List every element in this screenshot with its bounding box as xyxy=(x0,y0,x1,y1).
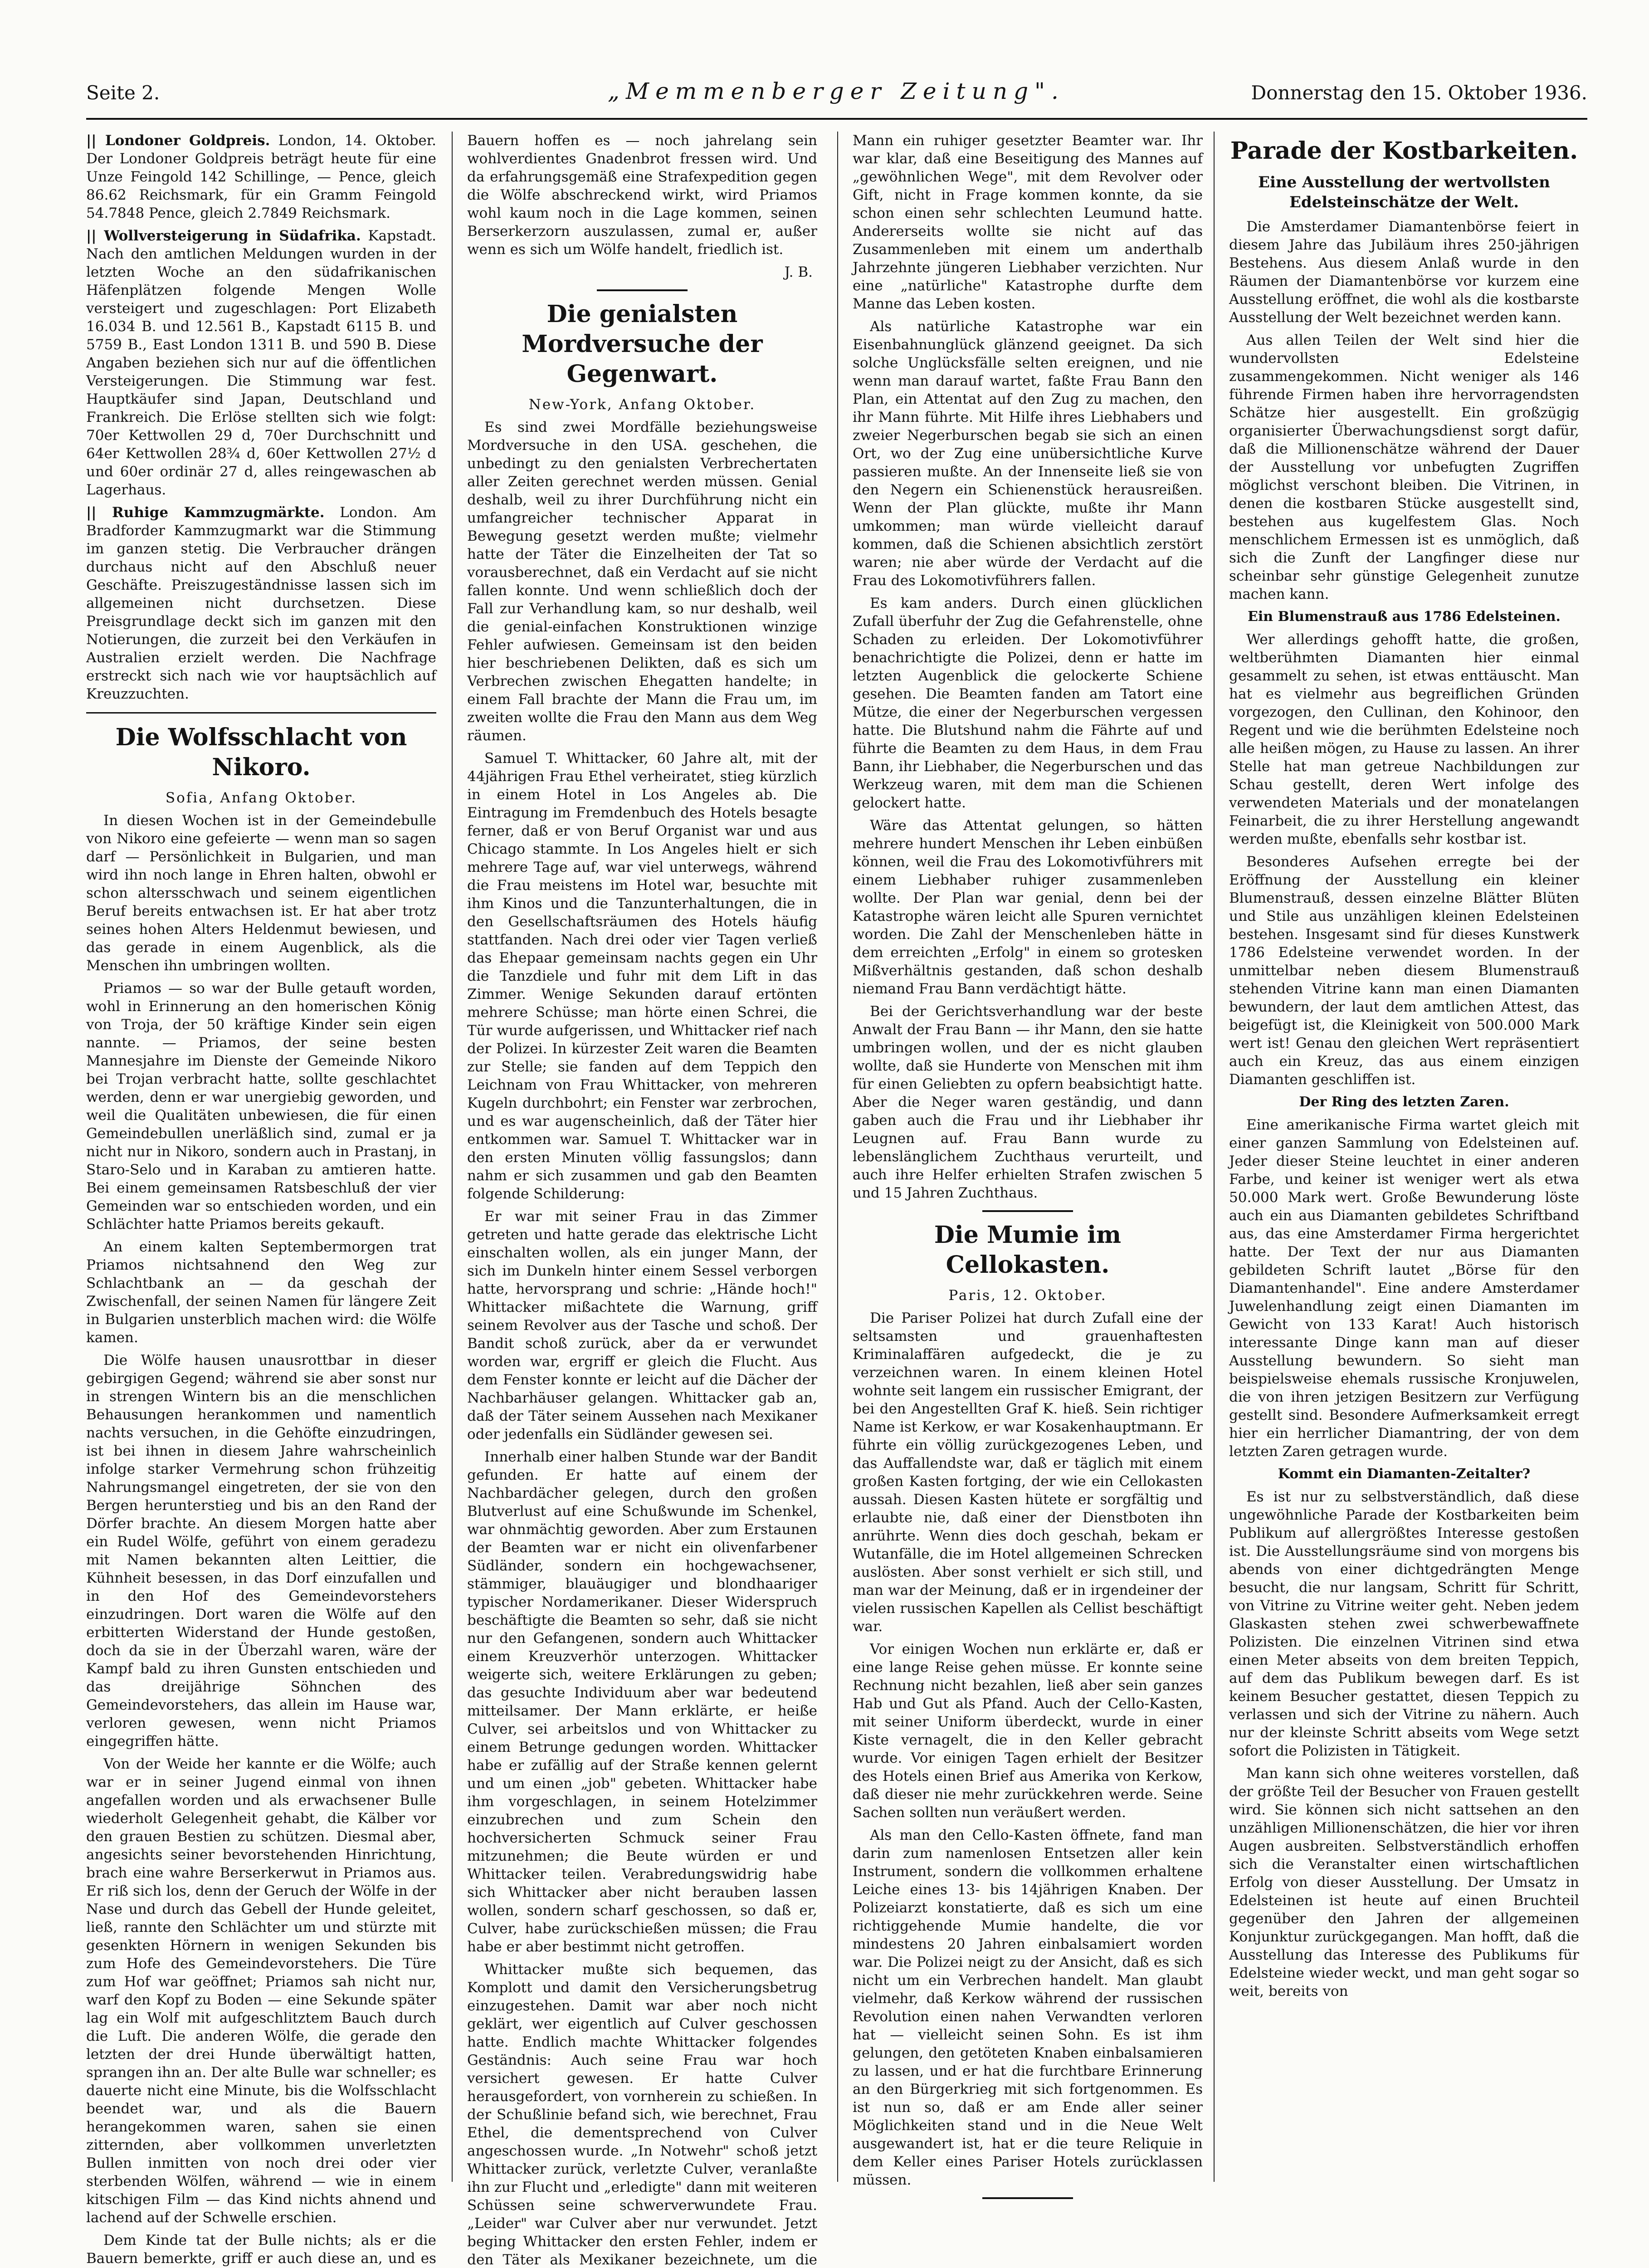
newspaper-page xyxy=(86,73,1587,2268)
article-paragraph: Eine amerikanische Firma wartet gleich mit einer ganzen Sammlung von Edelsteinen auf. Jeder dieser Steine leuchtet in einer anderen Farbe, und keiner ist weniger wert als etwa 50.000 Mark wert. Große Bewunderung löste auch ein aus Diamanten gebildetes Schriftband aus, das eine Amsterdamer Firma hergerichtet hatte. Der Text der nur aus Diamanten gebildeten Schrift lautet „Börse für den Diamantenhandel". Eine andere Amsterdamer Juwelenhandlung zeigt einen Diamanten im Gewicht von 133 Karat! Auch historisch interessante Dinge kann man auf dieser Ausstellung bewundern. So sieht man beispielsweise ehemals russische Kronjuwelen, die von ihren jetzigen Besitzern zur Verfügung gestellt sind. Besondere Aufmerksamkeit erregt hier ein herrlicher Diamantring, der von dem letzten Zaren getragen wurde. xyxy=(1229,1117,1579,1460)
article-paragraph: Die Pariser Polizei hat durch Zufall eine der seltsamsten und grauenhaftesten Kriminalaffären aufgedeckt, die je zu verzeichnen waren. In einem kleinen Hotel wohnte seit langem ein russischer Emigrant, der bei den Angestellten Graf K. hieß. Sein richtiger Name ist Kerkow, er war Kosakenhauptmann. Er führte ein völlig zurückgezogenes Leben, und das Auffallendste war, daß er täglich mit einem großen Kasten fortging, der wie ein Cellokasten aussah. Diesen Kasten hütete er sorgfältig und erlaubte nie, daß einer der Dienstboten ihn anrührte. Wenn dies doch geschah, bekam er Wutanfälle, die im Hotel allgemeinen Schrecken auslösten. Aber sonst verhielt er sich still, und man war der Meinung, daß er in irgendeiner der vielen russischen Kapellen als Cellist beschäftigt war. xyxy=(853,1310,1203,1635)
article-paragraph: Die Wölfe hausen unausrottbar in dieser gebirgigen Gegend; während sie aber sonst nur in strengen Wintern bis an die menschlichen Behausungen herankommen und namentlich nachts versuchen, in die Gehöfte einzudringen, ist bei ihnen in diesem Jahre wahrscheinlich infolge starker Vermehrung schon frühzeitig Nahrungsmangel eingetreten, der sie von den Bergen herunterstieg und bis an den Rand der Dörfer brachte. An diesem Morgen hatte aber ein Rudel Wölfe, geführt von einem geradezu mit Namen bekannten alten Leittier, die Kühnheit besessen, in das Dorf einzufallen und in den Hof des Gemeindevorstehers einzudringen. Dort waren die Wölfe auf den erbitterten Widerstand der Hunde gestoßen, doch da sie in der Überzahl waren, wäre der Kampf bald zu ihren Gunsten entschieden und das dreijährige Söhnchen des Gemeindevorstehers, das allein im Hause war, verloren gewesen, wenn nicht Priamos eingegriffen hätte. xyxy=(86,1352,436,1750)
article-paragraph: Von der Weide her kannte er die Wölfe; auch war er in seiner Jugend einmal von ihnen angefallen worden und als erwachsener Bulle wiederholt Gelegenheit gehabt, die Kälber vor den grauen Bestien zu schützen. Diesmal aber, angesichts seiner bevorstehenden Hinrichtung, brach eine wahre Berserkerwut in Priamos aus. Er riß sich los, denn der Geruch der Wölfe in der Nase und durch das Gebell der Hunde geleitet, ließ, rannte den Schlächter um und stürzte mit gesenkten Hörnern in wenigen Sekunden bis zum Hofe des Gemeindevorstehers. Die Türe zum Hof war geöffnet; Priamos sah nicht nur, warf den Kopf zu Boden — eine Sekunde später lag ein Wolf mit aufgeschlitztem Bauch durch die Luft. Die anderen Wölfe, die gerade den letzten der drei Hunde überwältigt hatten, sprangen ihn an. Der alte Bulle war schneller; es dauerte nicht eine Minute, bis die Wolfsschlacht beendet war, und als die Bauern herangekommen waren, sahen sie einen zitternden, aber vollkommen unverletzten Bullen inmitten von noch drei oder vier sterbenden Wölfen, während — wie in einem kitschigen Film — das Kind nichts ahnend und lachend auf der Schwelle erschien. xyxy=(86,1756,436,2226)
article-paragraph: Vor einigen Wochen nun erklärte er, daß er eine lange Reise gehen müsse. Er konnte seine Rechnung nicht bezahlen, ließ aber sein ganzes Hab und Gut als Pfand. Auch der Cello-Kasten, mit seiner Uniform überdeckt, wurde in einer Kiste vernagelt, die in den Keller gebracht wurde. Vor einigen Tagen erhielt der Besitzer des Hotels einen Brief aus Amerika von Kerkow, daß dieser nie mehr zurückkehren werde. Seine Sachen sollten nun veräußert werden. xyxy=(853,1641,1203,1821)
section-heading: Kommt ein Diamanten-Zeitalter? xyxy=(1278,1466,1531,1482)
masthead-rule xyxy=(86,118,1587,120)
article-paragraph: Whittacker mußte sich bequemen, das Komplott und damit den Versicherungsbetrug einzugestehen. Damit war aber noch nicht geklärt, wer eigentlich auf Culver geschossen hatte. Endlich machte Whittacker folgendes Geständnis: Auch seine Frau war hoch versichert gewesen. Er hatte Culver herausgefordert, von vornherein zu schießen. In der Schußlinie befand sich, wie berechnet, Frau Ethel, die dementsprechend von Culver angeschossen wurde. „In Notwehr" schoß jetzt Whittacker zurück, verletzte Culver, veranlaßte ihn zur Flucht und „erledigte" dann mit weiteren Schüssen seine schwerverwundete Frau. „Leider" war Culver aber nur verwundet. Jetzt beging Whittacker den ersten Fehler, indem er den Täter als Mexikaner bezeichnete, um die xyxy=(467,1961,817,2268)
article-continuation: Bauern hoffen es — noch jahrelang sein wohlverdientes Gnadenbrot fressen wird. Und da erfahrungsgemäß eine Strafexpedition gegen die Wölfe abschreckend wirkt, wird Priamos wohl kaum noch in die Lage kommen, seinen Berserkerzorn auszulassen, zumal er, außer wenn es sich um Wölfe handelt, friedlich ist. xyxy=(467,132,817,258)
article-paragraph: Innerhalb einer halben Stunde war der Bandit gefunden. Er hatte auf einem der Nachbardächer gelegen, durch den großen Blutverlust auf eine Schußwunde im Schenkel, war ohnmächtig geworden. Aber zum Erstaunen der Beamten war er nicht ein olivenfarbener Südländer, sondern ein hochgewachsener, stämmiger, blauäugiger und blondhaariger typischer Nordamerikaner. Dieser Widerspruch beschäftigte die Beamten so sehr, daß sie nicht nur den Gefangenen, sondern auch Whittacker einem Kreuzverhör unterzogen. Whittacker weigerte sich, weitere Erklärungen zu geben; das gesuchte Individuum aber war bedeutend mitteilsamer. Der Mann erklärte, er heiße Culver, sei arbeitslos und von Whittacker zu einem Betrunge gedungen worden. Whittacker habe er zufällig auf der Straße kennen gelernt und um einen „job" gebeten. Whittacker habe ihm vorgeschlagen, in seinem Hotelzimmer einzubrechen und zum Schein den hochversicherten Schmuck seiner Frau mitzunehmen; die Beute würden er und Whittacker teilen. Verabredungswidrig habe sich Whittacker aber nicht berauben lassen wollen, sondern scharf geschossen, so daß er, Culver, habe zurückschießen müssen; die Frau habe er aber bestimmt nicht getroffen. xyxy=(467,1449,817,1955)
masthead xyxy=(86,73,1587,122)
column-divider xyxy=(1214,132,1215,2182)
section-heading: Der Ring des letzten Zaren. xyxy=(1299,1094,1509,1110)
article-paragraph: Aus allen Teilen der Welt sind hier die wundervollsten Edelsteine zusammengekommen. Nicht weniger als 146 führende Firmen haben ihre hervorragendsten Schätze hier ausgestellt. Ein großzügig organisierter Überwachungsdienst sorgt dafür, daß die Millionenschätze während der Dauer der Ausstellung vor unbefugten Zugriffen möglichst verschont bleiben. Die Vitrinen, in denen die kostbaren Stücke ausgestellt sind, bestehen aus kugelfestem Glas. Noch menschlichem Ermessen ist es unmöglich, daß sich die Zunft der Langfinger diese nur scheinbar sehr günstige Gelegenheit zunutze machen kann. xyxy=(1229,332,1579,602)
article-headline: Parade der Kostbarkeiten. xyxy=(1230,137,1578,165)
article-paragraph: Bei der Gerichtsverhandlung war der beste Anwalt der Frau Bann — ihr Mann, den sie hatte umbringen wollen, und der es nicht glauben wollte, daß sie Hunderte von Menschen mit ihm für einen Geliebten zu opfern beabsichtigt hatte. Aber die Neger waren geständig, und dann gaben auch die Frau und ihr Liebhaber ihr Leugnen auf. Frau Bann wurde zu lebenslänglichem Zuchthaus verurteilt, und auch ihre Helfer erhielten Strafen zwischen 5 und 15 Jahren Zuchthaus. xyxy=(853,1003,1203,1201)
issue-date: Donnerstag den 15. Oktober 1936. xyxy=(1251,82,1587,104)
article-paragraph: Priamos — so war der Bulle getauft worden, wohl in Erinnerung an den homerischen König von Troja, der 50 kräftige Kinder sein eigen nannte. — Priamos, der seine besten Mannesjahre im Dienste der Gemeinde Nikoro bei Trojan verbracht hatte, sollte geschlachtet werden, denn er war unergiebig geworden, und weil die Qualitäten unbewiesen, die für einen Gemeindebullen unerläßlich sind, zumal er ja nicht nur in Nikoro, sondern auch in Prastanj, in Staro-Selo und in Karaban zu amtieren hatte. Bei einem gemeinsamen Ratsbeschluß der vier Gemeinden war so entschieden worden, und ein Schlächter hatte Priamos bereits gekauft. xyxy=(86,980,436,1232)
article-signature: J. B. xyxy=(784,264,813,280)
section-rule xyxy=(86,712,436,714)
column-divider xyxy=(452,132,453,2182)
article-dateline: Paris, 12. Oktober. xyxy=(948,1287,1107,1304)
news-item-title: Ruhige Kammzugmärkte. xyxy=(112,504,325,521)
news-item-wolle: || Wollversteigerung in Südafrika. Kapstadt. Nach den amtlichen Meldungen wurden in der letzten Woche an den südafrikanischen Häfenplätzen folgende Mengen Wolle versteigert und zugeschlagen: Port Elizabeth 16.034 B. und 12.561 B., Kapstadt 6115 B. und 5759 B., East London 1311 B. und 590 B. Diese Angaben beziehen sich nur auf die öffentlichen Versteigerungen. Die Stimmung war fest. Hauptkäufer sind Japan, Deutschland und Frankreich. Die Erlöse stellten sich wie folgt: 70er Kettwollen 29 d, 70er Durchschnitt und 64er Kettwollen 28¾ d, 60er Kettwollen 27½ d und 60er ordinär 27 d, alles reingewaschen ab Lagerhaus. xyxy=(86,228,436,498)
article-paragraph: Dem Kinde tat der Bulle nichts; als er die Bauern bemerkte, griff er auch diese an, und es xyxy=(86,2232,436,2267)
news-item-title: Wollversteigerung in Südafrika. xyxy=(104,228,361,244)
page-number: Seite 2. xyxy=(86,82,160,104)
article-paragraph: Er war mit seiner Frau in das Zimmer getreten und hatte gerade das elektrische Licht einschalten wollen, als ein junger Mann, der sich im Dunkeln hinter einem Sessel verborgen hatte, hervorsprang und schrie: „Hände hoch!" Whittacker mißachtete die Warnung, griff seinem Revolver aus der Tasche und schoß. Der Bandit schoß zurück, aber da er verwundet worden war, ergriff er gleich die Flucht. Aus dem Fenster konnte er leicht auf die Dächer der Nachbarhäuser gelangen. Whittacker gab an, daß der Täter seinem Aussehen nach Mexikaner oder jedenfalls ein Südländer gewesen sei. xyxy=(467,1208,817,1442)
article-paragraph: Die Amsterdamer Diamantenbörse feiert in diesem Jahre das Jubiläum ihres 250-jährigen Bestehens. Aus diesem Anlaß wurde in den Räumen der Diamantenbörse vor kurzem eine Ausstellung eröffnet, die wohl als die kostbarste Ausstellung der Welt bezeichnet werden kann. xyxy=(1229,219,1579,326)
article-subheadline: Eine Ausstellung der wertvollsten Edelsteinschätze der Welt. xyxy=(1258,173,1550,211)
article-paragraph: An einem kalten Septembermorgen trat Priamos nichtsahnend den Weg zur Schlachtbank an — da geschah der Zwischenfall, der seinen Namen für längere Zeit in Bulgarien unsterblich machen wird: die Wölfe kamen. xyxy=(86,1239,436,1346)
article-paragraph: Wäre das Attentat gelungen, so hätten mehrere hundert Menschen ihr Leben einbüßen können, weil die Frau des Lokomotivführers mit einem Liebhaber ruhiger zusammenleben wollte. Der Plan war genial, denn bei der Katastrophe wären leicht alle Spuren vernichtet worden. Die Zahl der Menschenleben hätte in dem erreichten „Erfolg" in einem so grotesken Mißverhältnis gestanden, daß schon deshalb niemand Frau Bann verdächtigt hätte. xyxy=(853,817,1203,997)
column-divider xyxy=(837,132,838,2182)
news-item-text: Kapstadt. Nach den amtlichen Meldungen wurden in der letzten Woche an den südafrikanischen Häfenplätzen folgende Mengen Wolle versteigert und zugeschlagen: Port Elizabeth 16.034 B. und 12.561 B., Kapstadt 6115 B. und 5759 B., East London 1311 B. und 590 B. Diese Angaben beziehen sich nur auf die öffentlichen Versteigerungen. Die Stimmung war fest. Hauptkäufer sind Japan, Deutschland und Frankreich. Die Erlöse stellten sich wie folgt: 70er Kettwollen 29 d, 70er Durchschnitt und 64er Kettwollen 28¾ d, 60er Kettwollen 27½ d und 60er ordinär 27 d, alles reingewaschen ab Lagerhaus. xyxy=(86,228,436,498)
section-rule xyxy=(982,2197,1073,2199)
article-headline: Die Mumie im Cellokasten. xyxy=(934,1221,1122,1279)
article-paragraph: Besonderes Aufsehen erregte bei der Eröffnung der Ausstellung ein kleiner Blumenstrauß, dessen einzelne Blätter Blüten und Stile aus unzähligen kleinen Edelsteinen bestehen. Insgesamt sind für dieses Kunstwerk 1786 Edelsteine verwendet worden. In der unmittelbar neben diesem Blumenstrauß stehenden Vitrine kann man einen Diamanten bewundern, der laut dem amtlichen Attest, das beigefügt ist, die Kleinigkeit von 500.000 Mark wert ist! Genau den gleichen Wert repräsentiert auch ein Kreuz, das aus einem einzigen Diamanten geschliffen ist. xyxy=(1229,854,1579,1088)
article-dateline: New-York, Anfang Oktober. xyxy=(528,396,756,413)
article-paragraph: In diesen Wochen ist in der Gemeindebulle von Nikoro eine gefeierte — wenn man so sagen darf — Persönlichkeit in Bulgarien, und man wird ihn noch lange in Ehren halten, obwohl er schon altersschwach und seinem eigentlichen Beruf bereits entwachsen ist. Er hat aber trotz seines hohen Alters Heldenmut bewiesen, und das gerade in einem Augenblick, als die Menschen ihn umbringen wollten. xyxy=(86,812,436,974)
article-paragraph: Wer allerdings gehofft hatte, die großen, weltberühmten Diamanten hier einmal gesammelt zu sehen, ist etwas enttäuscht. Man hat es vielmehr aus begreiflichen Gründen vorgezogen, den Cullinan, den Kohinoor, den Regent und wie die berühmten Edelsteine noch alle heißen mögen, zu Hause zu lassen. An ihrer Stelle hat man getreue Nachbildungen zur Schau gestellt, deren Wert infolge des verwendeten Materials und der monatelangen Feinarbeit, die zu ihrer Herstellung angewandt werden mußte, ebenfalls sehr kostbar ist. xyxy=(1229,631,1579,847)
article-headline: Die Wolfsschlacht von Nikoro. xyxy=(115,723,407,781)
article-dateline: Sofia, Anfang Oktober. xyxy=(165,790,357,806)
article-paragraph: Als man den Cello-Kasten öffnete, fand man darin zum namenlosen Entsetzen aller kein Instrument, sondern die vollkommen erhaltene Leiche eines 13- bis 14jährigen Knaben. Der Polizeiarzt konstatierte, daß es sich um eine richtiggehende Mumie handelte, die vor mindestens 20 Jahren einbalsamiert worden war. Die Polizei neigt zu der Ansicht, daß es sich nicht um ein Verbrechen handelt. Man glaubt vielmehr, daß Kerkow während der russischen Revolution einen nahen Verwandten verloren hat — vielleicht seinen Sohn. Es ist ihm gelungen, den getöteten Knaben einbalsamieren zu lassen, und er hat die furchtbare Erinnerung an den Bürgerkrieg mit sich fortgenommen. Es ist nun so, daß er am Ende aller seiner Möglichkeiten stand und in die Neue Welt ausgewandert ist, hat er die teure Reliquie in dem Keller eines Pariser Hotels zurücklassen müssen. xyxy=(853,1827,1203,2188)
news-item-goldpreis: || Londoner Goldpreis. London, 14. Oktober. Der Londoner Goldpreis beträgt heute für eine Unze Feingold 142 Schillinge, — Pence, gleich 86.62 Reichsmark, für ein Gramm Feingold 54.7848 Pence, gleich 2.7849 Reichsmark. xyxy=(86,132,436,221)
news-item-kammzug: || Ruhige Kammzugmärkte. London. Am Bradforder Kammzugmarkt war die Stimmung im ganzen stetig. Die Verbraucher drängen durchaus nicht auf den Abschluß neuer Geschäfte. Preiszugeständnisse lassen sich im allgemeinen nicht durchsetzen. Diese Preisgrundlage deckt sich im ganzen mit den Notierungen, die zurzeit bei den Verkäufen in Australien erzielt werden. Die Nachfrage erstreckt sich nach wie vor hauptsächlich auf Kreuzzuchten. xyxy=(86,504,436,702)
article-continuation: Mann ein ruhiger gesetzter Beamter war. Ihr war klar, daß eine Beseitigung des Mannes auf „gewöhnlichen Wege", mit dem Revolver oder Gift, nicht in Frage kommen konnte, da sie schon einen sehr schlechten Leumund hatte. Andererseits wollte sie nicht auf das Zusammenleben mit einem um anderthalb Jahrzehnte jüngeren Liebhaber verzichten. Nur eine „natürliche" Katastrophe durfte dem Manne das Leben kosten. xyxy=(853,132,1203,312)
news-item-title: Londoner Goldpreis. xyxy=(105,132,270,149)
article-paragraph: Samuel T. Whittacker, 60 Jahre alt, mit der 44jährigen Frau Ethel verheiratet, stieg kürzlich in einem Hotel in Los Angeles ab. Die Eintragung im Fremdenbuch des Hotels besagte ferner, daß er von Beruf Organist war und aus Chicago stammte. In Los Angeles hielt er sich mehrere Tage auf, war viel unterwegs, während die Frau meistens im Hotel war, besuchte mit ihm Kinos und die Tanzunterhaltungen, die in den Gesellschaftsräumen des Hotels häufig stattfanden. Nach drei oder vier Tagen verließ das Ehepaar gemeinsam nachts gegen ein Uhr die Tanzdiele und fuhr mit dem Lift in das Zimmer. Wenige Sekunden darauf ertönten mehrere Schüsse; man hörte einen Schrei, die Tür wurde aufgerissen, und Whittacker rief nach der Polizei. In kürzester Zeit waren die Beamten zur Stelle; sie fanden auf dem Teppich den Leichnam von Frau Whittacker, von mehreren Kugeln durchbohrt; ein Fenster war zerbrochen, und es war augenscheinlich, daß der Täter hier entkommen war. Samuel T. Whittacker war in den ersten Minuten völlig fassungslos; dann nahm er sich zusammen und gab den Beamten folgende Schilderung: xyxy=(467,750,817,1202)
column-4 xyxy=(1229,132,1579,2191)
section-rule xyxy=(597,289,688,291)
article-paragraph: Man kann sich ohne weiteres vorstellen, daß der größte Teil der Besucher von Frauen gestellt wird. Sie können sich nicht sattsehen an den unzähligen Millionenschätzen, die hier vor ihren Augen ausbreiten. Selbstverständlich erhoffen sich die Veranstalter einen wirtschaftlichen Erfolg von dieser Ausstellung. Der Umsatz in Edelsteinen ist heute auf einen Bruchteil gegenüber den Jahren der allgemeinen Konjunktur zurückgegangen. Man hofft, daß die Ausstellung das Interesse des Publikums für Edelsteine wieder weckt, und man geht sogar so weit, bereits von xyxy=(1229,1765,1579,1999)
newspaper-title: „Memmenberger Zeitung". xyxy=(608,78,1065,104)
article-headline: Die genialsten Mordversuche der Gegenwart. xyxy=(522,300,763,388)
article-paragraph: Es sind zwei Mordfälle beziehungsweise Mordversuche in den USA. geschehen, die unbedingt zu den genialsten Verbrechertaten aller Zeiten gerechnet werden müssen. Genial deshalb, weil zu ihrer Durchführung nicht ein umfangreicher technischer Apparat in Bewegung gesetzt werden mußte; vielmehr hatte der Täter die Einzelheiten der Tat so vorausberechnet, daß ein Verdacht auf sie nicht fallen konnte. Und wenn schließlich doch der Fall zur Verhandlung kam, so nur deshalb, weil die genial-einfachen Konstruktionen winzige Fehler aufwiesen. Gemeinsam ist den beiden hier beschriebenen Delikten, daß es sich um Verbrechen zwischen Ehegatten handelte; in einem Fall brachte der Mann die Frau um, im zweiten wollte die Frau den Mann aus dem Weg räumen. xyxy=(467,419,817,744)
news-item-text: London, 14. Oktober. Der Londoner Goldpreis beträgt heute für eine Unze Feingold 142 Schillinge, — Pence, gleich 86.62 Reichsmark, für ein Gramm Feingold 54.7848 Pence, gleich 2.7849 Reichsmark. xyxy=(86,132,436,221)
article-paragraph: Es kam anders. Durch einen glücklichen Zufall überfuhr der Zug die Gefahrenstelle, ohne Schaden zu erleiden. Der Lokomotivführer benachrichtigte die Polizei, denn er hatte im letzten Augenblick die gelockerte Schiene gesehen. Die Beamten fanden am Tatort eine Mütze, die einer der Negerburschen vergessen hatte. Die Blutshund nahm die Fährte auf und führte die Beamten zu dem Haus, in dem Frau Bann, ihr Liebhaber, die Negerburschen und das Werkzeug waren, mit dem man die Schienen gelockert hatte. xyxy=(853,595,1203,811)
section-rule xyxy=(982,1210,1073,1212)
news-item-text: London. Am Bradforder Kammzugmarkt war die Stimmung im ganzen stetig. Die Verbraucher drängen durchaus nicht auf den Abschluß neuer Geschäfte. Preiszugeständnisse lassen sich im allgemeinen nicht durchsetzen. Diese Preisgrundlage deckt sich im ganzen mit den Notierungen, die zurzeit bei den Verkäufen in Australien erzielt werden. Die Nachfrage erstreckt sich nach wie vor hauptsächlich auf Kreuzzuchten. xyxy=(86,504,436,702)
column-3 xyxy=(853,132,1203,2191)
column-1 xyxy=(86,132,436,2267)
column-2 xyxy=(467,132,817,2268)
section-heading: Ein Blumenstrauß aus 1786 Edelsteinen. xyxy=(1248,609,1561,625)
article-paragraph: Als natürliche Katastrophe war ein Eisenbahnunglück glänzend geeignet. Da sich solche Unglücksfälle selten ereignen, und nie wenn man darauf wartet, faßte Frau Bann den Plan, ein Attentat auf den Zug zu machen, den ihr Mann führte. Mit Hilfe ihres Liebhabers und zweier Negerburschen begab sie sich an einen Ort, wo der Zug eine unübersichtliche Kurve passieren mußte. An der Innenseite ließ sie von den Negern ein Schienenstück herausreißen. Wenn der Plan glückte, mußte ihr Mann umkommen; man würde vielleicht darauf kommen, daß die Schienen absichtlich zerstört waren; nie aber würde der Verdacht auf die Frau des Lokomotivführers fallen. xyxy=(853,318,1203,589)
article-paragraph: Es ist nur zu selbstverständlich, daß diese ungewöhnliche Parade der Kostbarkeiten beim Publikum auf allergrößtes Interesse gestoßen ist. Die Ausstellungsräume sind von morgens bis abends von einer dichtgedrängten Menge besucht, die nur langsam, Schritt für Schritt, von Vitrine zu Vitrine weiter geht. Neben jedem Glaskasten stehen zwei schwerbewaffnete Polizisten. Die einzelnen Vitrinen sind etwa einen Meter abseits von dem breiten Teppich, auf dem das Publikum bewegen darf. Es ist keinem Besucher gestattet, diesen Teppich zu verlassen und sich der Vitrine zu nähern. Auch nur der kleinste Schritt abseits vom Wege setzt sofort die Polizisten in Tätigkeit. xyxy=(1229,1489,1579,1759)
